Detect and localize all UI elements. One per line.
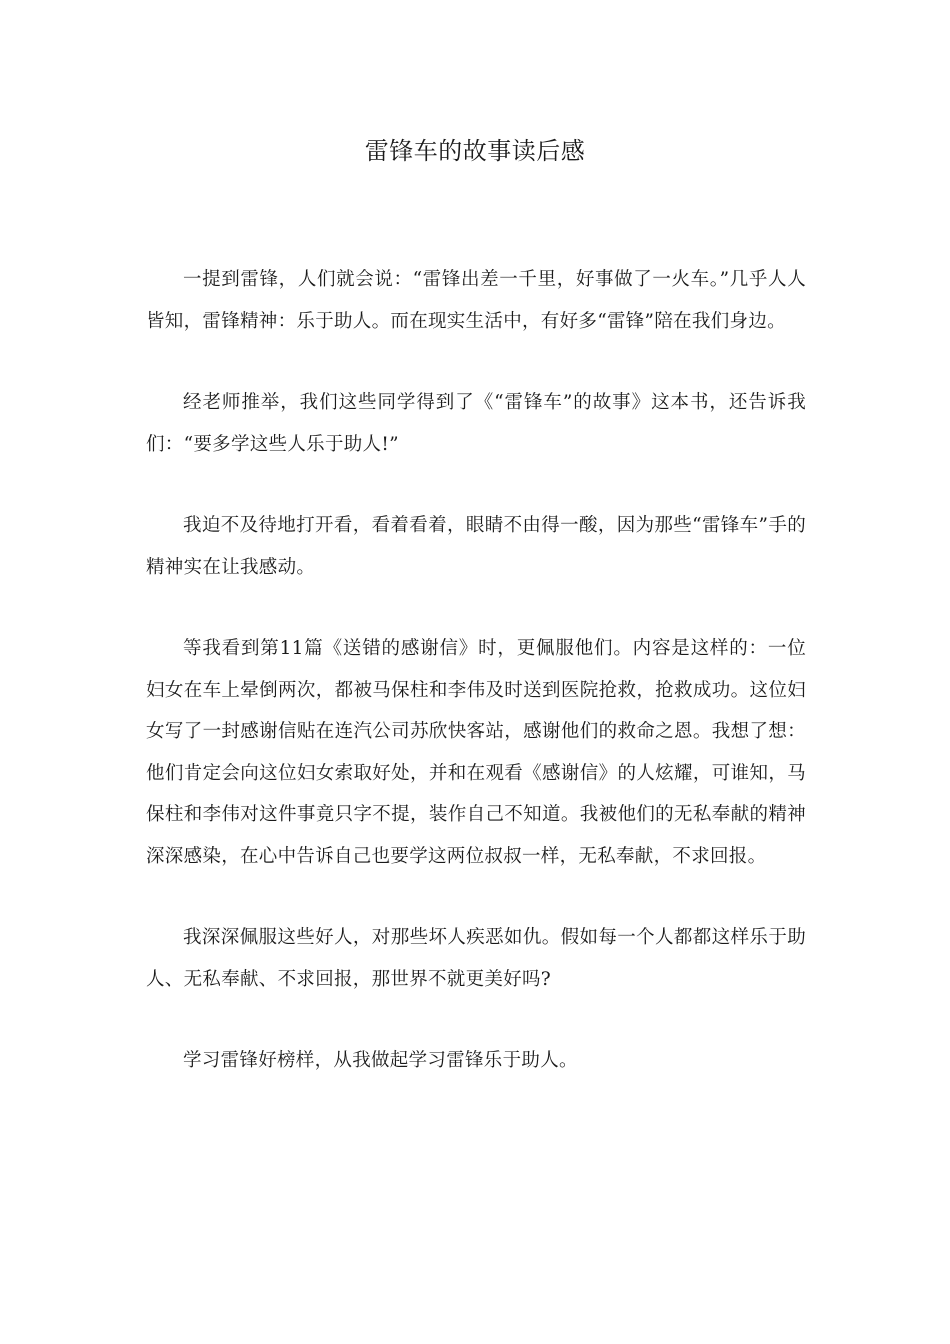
document-title: 雷锋车的故事读后感: [364, 137, 586, 165]
paragraph-2: 经老师推举，我们这些同学得到了《“雷锋车”的故事》这本书，还告诉我们：“要多学这些人乐于助人!”: [146, 392, 806, 455]
paragraph-4: 等我看到第11篇《送错的感谢信》时，更佩服他们。内容是这样的：一位妇女在车上晕倒两次，都被马保柱和李伟及时送到医院抢救，抢救成功。这位妇女写了一封感谢信贴在连汽公司苏欣快客站，感谢他们的救命之恩。我想了想：他们肯定会向这位妇女索取好处，并和在观看《感谢信》的人炫耀，可谁知，马保柱和李伟对这件事竟只字不提，装作自己不知道。我被他们的无私奉献的精神深深感染，在心中告诉自己也要学这两位叔叔一样，无私奉献，不求回报。: [146, 638, 806, 867]
paragraph-5: 我深深佩服这些好人，对那些坏人疾恶如仇。假如每一个人都都这样乐于助人、无私奉献、不求回报，那世界不就更美好吗?: [146, 927, 806, 990]
paragraph-3: 我迫不及待地打开看，看着看着，眼睛不由得一酸，因为那些“雷锋车”手的精神实在让我感动。: [146, 515, 806, 578]
document-body: [146, 259, 806, 1122]
paragraph-6: 学习雷锋好榜样，从我做起学习雷锋乐于助人。: [183, 1050, 578, 1071]
paragraph-1: 一提到雷锋，人们就会说：“雷锋出差一千里，好事做了一火车。”几乎人人皆知，雷锋精神：乐于助人。而在现实生活中，有好多“雷锋”陪在我们身边。: [146, 269, 806, 332]
